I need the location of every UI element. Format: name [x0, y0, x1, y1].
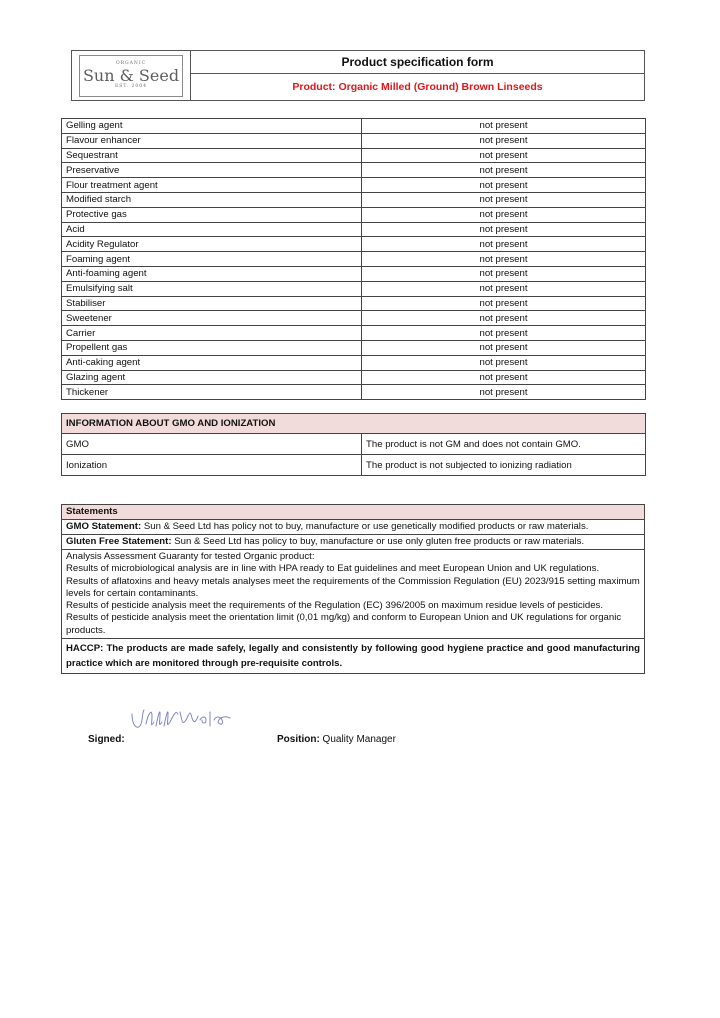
- additive-status: not present: [362, 311, 646, 326]
- additive-name: Glazing agent: [62, 370, 362, 385]
- table-row: [62, 434, 646, 455]
- table-row: [62, 340, 646, 355]
- table-row: [62, 178, 646, 193]
- table-row: [62, 355, 646, 370]
- additive-name: Sweetener: [62, 311, 362, 326]
- additive-status: not present: [362, 340, 646, 355]
- additive-name: Anti-foaming agent: [62, 266, 362, 281]
- additive-status: not present: [362, 370, 646, 385]
- additive-status: not present: [362, 133, 646, 148]
- additive-status: not present: [362, 222, 646, 237]
- gmo-statement: [62, 520, 644, 535]
- additive-status: not present: [362, 266, 646, 281]
- statements-box: [61, 504, 645, 674]
- position-field: [277, 734, 396, 745]
- additive-status: not present: [362, 296, 646, 311]
- table-row: [62, 266, 646, 281]
- additive-name: Propellent gas: [62, 340, 362, 355]
- table-row: [62, 311, 646, 326]
- gluten-statement-label: Gluten Free Statement:: [66, 536, 172, 547]
- additive-name: Foaming agent: [62, 252, 362, 267]
- additive-name: Acid: [62, 222, 362, 237]
- additive-name: Protective gas: [62, 207, 362, 222]
- additive-status: not present: [362, 385, 646, 400]
- additive-status: not present: [362, 281, 646, 296]
- table-row: [62, 370, 646, 385]
- table-row: [62, 148, 646, 163]
- additive-name: Acidity Regulator: [62, 237, 362, 252]
- additive-status: not present: [362, 326, 646, 341]
- statements-heading: Statements: [62, 505, 644, 520]
- header-titles: [191, 51, 644, 100]
- additive-name: Flavour enhancer: [62, 133, 362, 148]
- additive-status: not present: [362, 148, 646, 163]
- table-row: [62, 222, 646, 237]
- analysis-line: Results of aflatoxins and heavy metals analyses meet the requirements of the Commission Regulation (EU) 2023/915 setting maximum levels for certain contaminants.: [66, 575, 640, 599]
- signed-label: Signed:: [88, 734, 125, 745]
- gmo-section-heading: INFORMATION ABOUT GMO AND IONIZATION: [62, 414, 646, 434]
- analysis-line: Analysis Assessment Guaranty for tested Organic product:: [66, 551, 315, 562]
- table-row: [62, 252, 646, 267]
- table-row: [62, 119, 646, 134]
- gmo-ionization-table: [61, 413, 646, 476]
- gluten-statement: [62, 535, 644, 550]
- analysis-block: [62, 550, 644, 639]
- gmo-statement-label: GMO Statement:: [66, 521, 142, 532]
- table-row: [62, 192, 646, 207]
- additive-name: Gelling agent: [62, 119, 362, 134]
- table-row: [62, 281, 646, 296]
- table-row: [62, 207, 646, 222]
- table-row: [62, 385, 646, 400]
- table-row: [62, 326, 646, 341]
- table-row: [62, 133, 646, 148]
- additive-status: not present: [362, 252, 646, 267]
- form-title: Product specification form: [191, 51, 644, 74]
- ionization-value: The product is not subjected to ionizing radiation: [362, 455, 646, 476]
- form-header: [71, 50, 645, 101]
- additive-name: Flour treatment agent: [62, 178, 362, 193]
- gmo-statement-text: Sun & Seed Ltd has policy not to buy, manufacture or use genetically modified products or raw materials.: [141, 521, 589, 532]
- additive-status: not present: [362, 192, 646, 207]
- additive-status: not present: [362, 163, 646, 178]
- ionization-label: Ionization: [62, 455, 362, 476]
- product-name: Product: Organic Milled (Ground) Brown Linseeds: [292, 81, 543, 93]
- additive-name: Thickener: [62, 385, 362, 400]
- logo-cell: [72, 51, 191, 100]
- additive-status: not present: [362, 119, 646, 134]
- table-row: [62, 163, 646, 178]
- table-row: [62, 455, 646, 476]
- table-row: [62, 296, 646, 311]
- additive-name: Modified starch: [62, 192, 362, 207]
- position-value: Quality Manager: [319, 734, 396, 745]
- analysis-line: Results of pesticide analysis meet the requirements of the Regulation (EC) 396/2005 on maximum residue levels of pesticides.: [66, 600, 603, 612]
- gmo-value: The product is not GM and does not contain GMO.: [362, 434, 646, 455]
- position-label: Position:: [277, 734, 320, 745]
- analysis-line: Results of microbiological analysis are in line with HPA ready to Eat guidelines and meet European Union and UK regulations.: [66, 563, 600, 575]
- additive-name: Stabiliser: [62, 296, 362, 311]
- haccp-statement: HACCP: The products are made safely, legally and consistently by following good hygiene practice and good manufacturing practice which are monitored through pre-requisite controls.: [66, 643, 640, 670]
- additive-status: not present: [362, 178, 646, 193]
- logo-main-text: Sun & Seed: [82, 66, 180, 85]
- gmo-section-heading-row: [62, 414, 646, 434]
- logo-top-text: ORGANIC: [115, 61, 147, 66]
- company-logo: [79, 55, 183, 97]
- logo-bottom-text: EST. 2004: [114, 84, 148, 89]
- additives-table: [61, 118, 646, 400]
- table-row: [62, 237, 646, 252]
- additives-table-body: [62, 119, 646, 400]
- additive-name: Emulsifying salt: [62, 281, 362, 296]
- additive-name: Preservative: [62, 163, 362, 178]
- additive-status: not present: [362, 355, 646, 370]
- gmo-label: GMO: [62, 434, 362, 455]
- analysis-line: Results of pesticide analysis meet the orientation limit (0,01 mg/kg) and conform to European Union and UK regulations for organic products.: [66, 612, 622, 636]
- additive-status: not present: [362, 207, 646, 222]
- additive-name: Sequestrant: [62, 148, 362, 163]
- gluten-statement-text: Sun & Seed Ltd has policy to buy, manufacture or use only gluten free products or raw materials.: [171, 536, 585, 547]
- additive-name: Anti-caking agent: [62, 355, 362, 370]
- additive-name: Carrier: [62, 326, 362, 341]
- additive-status: not present: [362, 237, 646, 252]
- handwritten-signature: [128, 702, 238, 738]
